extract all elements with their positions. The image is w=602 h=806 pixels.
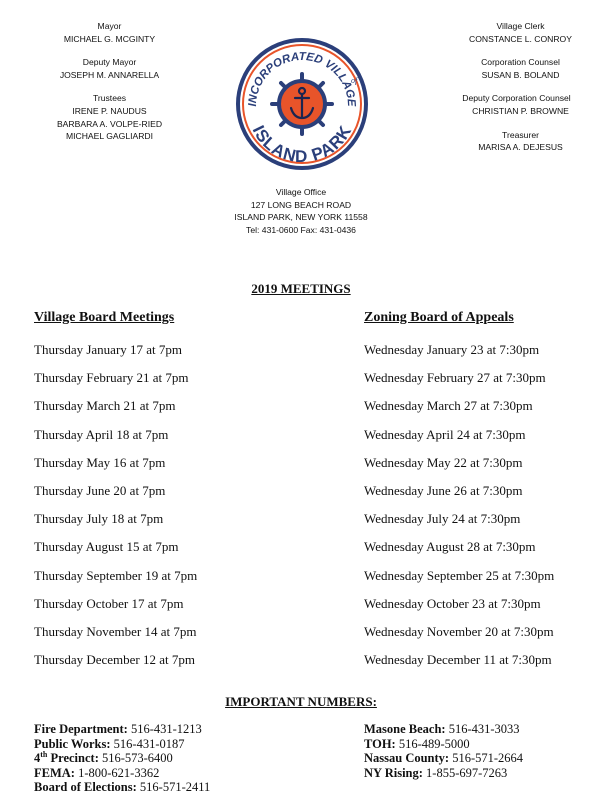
number-row [364,751,599,766]
number-value: 516-431-1213 [127,722,202,736]
meeting-date-row: Thursday May 16 at 7pm [34,454,166,470]
meeting-date-row: Wednesday June 26 at 7:30pm [364,482,523,498]
number-label: TOH: [364,736,396,751]
meeting-date-row: Wednesday April 24 at 7:30pm [364,426,526,442]
meeting-date-row: Wednesday October 23 at 7:30pm [364,595,541,611]
village-board-list [34,310,334,679]
office-title: Village Office [275,187,327,197]
official-deputy-mayor-title: Deputy Mayor [82,57,137,68]
number-value: 516-489-5000 [395,736,470,751]
number-value: 1-855-697-7263 [422,765,508,780]
number-label: Nassau County: [364,751,450,766]
number-row [364,766,599,781]
logo-bottom-text: ISLAND PARK [248,121,356,167]
number-row [364,737,599,752]
official-trustee-name: BARBARA A. VOLPE-RIED [56,118,163,129]
number-row [34,766,334,781]
number-label: Board of Elections: [34,780,137,795]
logo-top-text: INCORPORATED VILLAGE [246,50,358,107]
number-value: 516-431-0187 [110,736,185,751]
meeting-date-row: Thursday June 20 at 7pm [34,482,166,498]
logo-of-text: of [351,76,358,85]
meeting-date-row: Thursday March 21 at 7pm [34,398,176,414]
number-row [34,722,334,737]
official-trustee-name: MICHAEL GAGLIARDI [65,131,154,142]
numbers-title: IMPORTANT NUMBERS: [225,694,377,709]
zoning-board-list [364,310,599,679]
number-label: Fire Department: [34,722,128,736]
number-value: 516-431-3033 [445,722,520,736]
official-deputy-counsel-title: Deputy Corporation Counsel [462,93,571,104]
meeting-date-row: Wednesday January 23 at 7:30pm [364,342,540,357]
number-row [34,751,334,766]
official-deputy-counsel-name: CHRISTIAN P. BROWNE [472,105,569,116]
official-trustee-name: IRENE P. NAUDUS [72,105,147,116]
meeting-date-row: Thursday February 21 at 7pm [34,370,189,386]
number-label: 4 [34,751,41,766]
number-label: FEMA: [34,765,75,780]
official-counsel-title: Corporation Counsel [481,57,560,68]
meeting-date-row: Thursday December 12 at 7pm [34,652,196,668]
number-label-sup: th [40,750,48,760]
number-value: 1-800-621-3362 [74,765,160,780]
village-seal-logo [234,36,370,172]
meeting-date-row: Wednesday November 20 at 7:30pm [364,623,554,639]
meeting-date-row: Thursday November 14 at 7pm [34,623,197,639]
official-treasurer-name: MARISA A. DEJESUS [478,142,563,153]
meeting-date-row: Thursday July 18 at 7pm [34,511,164,527]
numbers-right [364,722,599,780]
official-trustees-title: Trustees [92,93,127,104]
official-mayor-title: Mayor [97,21,122,31]
official-treasurer-title: Treasurer [502,129,539,140]
official-clerk-name: CONSTANCE L. CONROY [469,33,572,44]
village-board-heading: Village Board Meetings [34,310,175,325]
number-row [34,737,334,752]
official-deputy-mayor-name: JOSEPH M. ANNARELLA [59,69,160,80]
ships-wheel-anchor-icon [272,74,332,134]
officials-right [448,20,593,154]
numbers-left [34,722,334,795]
village-office [0,186,602,236]
meetings-title: 2019 MEETINGS [251,281,351,296]
official-mayor-name: MICHAEL G. MCGINTY [63,33,156,44]
zoning-board-heading: Zoning Board of Appeals [364,310,514,325]
meeting-date-row: Thursday August 15 at 7pm [34,539,179,555]
number-label-rest: Precinct: [47,751,99,766]
number-value: 516-571-2664 [449,751,524,766]
meeting-date-row: Thursday April 18 at 7pm [34,426,169,442]
number-label: Masone Beach: [364,722,446,736]
official-clerk-title: Village Clerk [496,21,545,31]
number-value: 516-571-2411 [136,780,211,795]
number-label: NY Rising: [364,765,423,780]
official-counsel-name: SUSAN B. BOLAND [481,69,560,80]
meeting-date-row: Thursday October 17 at 7pm [34,595,184,611]
meeting-date-row: Wednesday July 24 at 7:30pm [364,511,521,527]
meeting-date-row: Thursday January 17 at 7pm [34,342,183,357]
office-address-line2: ISLAND PARK, NEW YORK 11558 [234,212,368,223]
meeting-date-row: Thursday September 19 at 7pm [34,567,198,583]
meeting-date-row: Wednesday August 28 at 7:30pm [364,539,536,555]
number-value: 516-573-6400 [98,751,173,766]
number-row [34,780,334,795]
number-row [364,722,599,737]
meeting-date-row: Wednesday March 27 at 7:30pm [364,398,533,414]
office-phone: Tel: 431-0600 Fax: 431-0436 [246,224,356,235]
number-label: Public Works: [34,736,111,751]
meeting-date-row: Wednesday May 22 at 7:30pm [364,454,523,470]
meeting-date-row: Wednesday December 11 at 7:30pm [364,652,552,668]
office-address-line1: 127 LONG BEACH ROAD [250,199,352,210]
meeting-date-row: Wednesday September 25 at 7:30pm [364,567,555,583]
officials-left [22,20,197,143]
meeting-date-row: Wednesday February 27 at 7:30pm [364,370,546,386]
